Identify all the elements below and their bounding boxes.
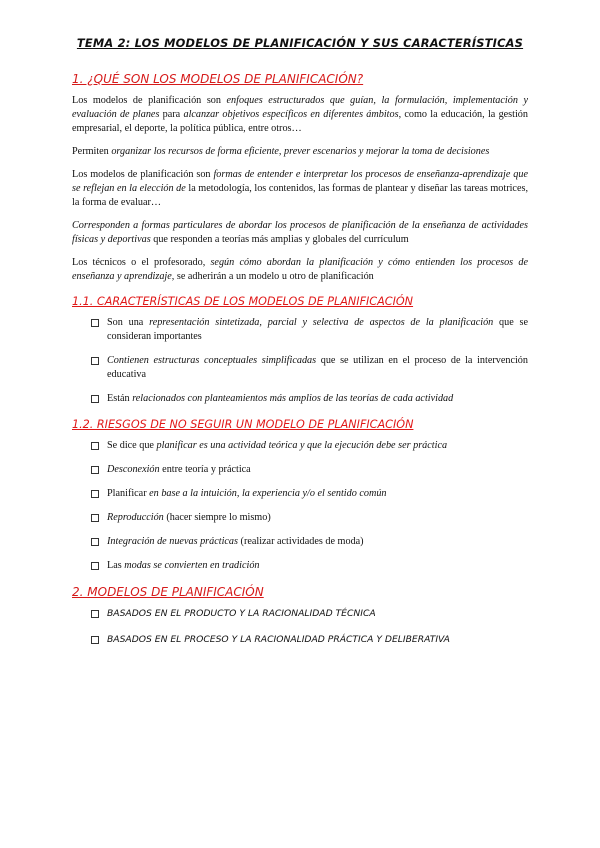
checkbox-icon (91, 395, 99, 403)
checkbox-icon (91, 490, 99, 498)
risks-list (72, 439, 528, 573)
list-item: Reproducción (hacer siempre lo mismo) (90, 511, 528, 525)
checkbox-icon (91, 442, 99, 450)
paragraph: Los técnicos o el profesorado, según cómo abordan la planificación y cómo entienden los procesos de enseñanza y aprendizaje, se adherirán a un modelo u otro de planificación (72, 257, 528, 282)
list-item: Las modas se convierten en tradición (90, 559, 528, 573)
section-2-heading: 2. MODELOS DE PLANIFICACIÓN (72, 585, 264, 599)
list-item: Contienen estructuras conceptuales simplificadas que se utilizan en el proceso de la intervención educativa (90, 354, 528, 382)
list-item: BASADOS EN EL PRODUCTO Y LA RACIONALIDAD TÉCNICA (90, 607, 528, 621)
section-1-heading: 1. ¿QUÉ SON LOS MODELOS DE PLANIFICACIÓN? (72, 72, 364, 86)
document-title: TEMA 2: LOS MODELOS DE PLANIFICACIÓN Y SUS CARACTERÍSTICAS (76, 36, 524, 50)
paragraph: Corresponden a formas particulares de abordar los procesos de planificación de la enseñanza de actividades físicas y deportivas que responden a teorías más amplias y globales del currículum (72, 220, 528, 245)
checkbox-icon (91, 319, 99, 327)
list-item: BASADOS EN EL PROCESO Y LA RACIONALIDAD PRÁCTICA Y DELIBERATIVA (90, 633, 528, 647)
checkbox-icon (91, 514, 99, 522)
list-item: Planificar en base a la intuición, la experiencia y/o el sentido común (90, 487, 528, 501)
checkbox-icon (91, 538, 99, 546)
models-list (72, 607, 528, 647)
paragraph: Los modelos de planificación son enfoques estructurados que guían, la formulación, implementación y evaluación de planes para alcanzar objetivos específicos en diferentes ámbitos, como la educación, la gestión empresarial, el deporte, la política pública, entre otros… (72, 95, 528, 134)
checkbox-icon (91, 636, 99, 644)
section-1-2-heading: 1.2. RIESGOS DE NO SEGUIR UN MODELO DE PLANIFICACIÓN (72, 418, 414, 431)
section-1-1-heading: 1.1. CARACTERÍSTICAS DE LOS MODELOS DE PLANIFICACIÓN (72, 295, 414, 308)
checkbox-icon (91, 610, 99, 618)
list-item: Desconexión entre teoría y práctica (90, 463, 528, 477)
paragraph: Permiten organizar los recursos de forma eficiente, prever escenarios y mejorar la toma de decisiones (72, 146, 490, 157)
list-item: Integración de nuevas prácticas (realizar actividades de moda) (90, 535, 528, 549)
characteristics-list (72, 316, 528, 406)
checkbox-icon (91, 466, 99, 474)
list-item: Son una representación sintetizada, parcial y selectiva de aspectos de la planificación que se consideran importantes (90, 316, 528, 344)
paragraph: Los modelos de planificación son formas de entender e interpretar los procesos de enseñanza-aprendizaje que se reflejan en la elección de la metodología, los contenidos, las formas de plantear y diseñar las tareas motrices, la forma de evaluar… (72, 169, 528, 208)
checkbox-icon (91, 562, 99, 570)
list-item: Se dice que planificar es una actividad teórica y que la ejecución debe ser práctica (90, 439, 528, 453)
list-item: Están relacionados con planteamientos más amplios de las teorías de cada actividad (90, 392, 528, 406)
checkbox-icon (91, 357, 99, 365)
